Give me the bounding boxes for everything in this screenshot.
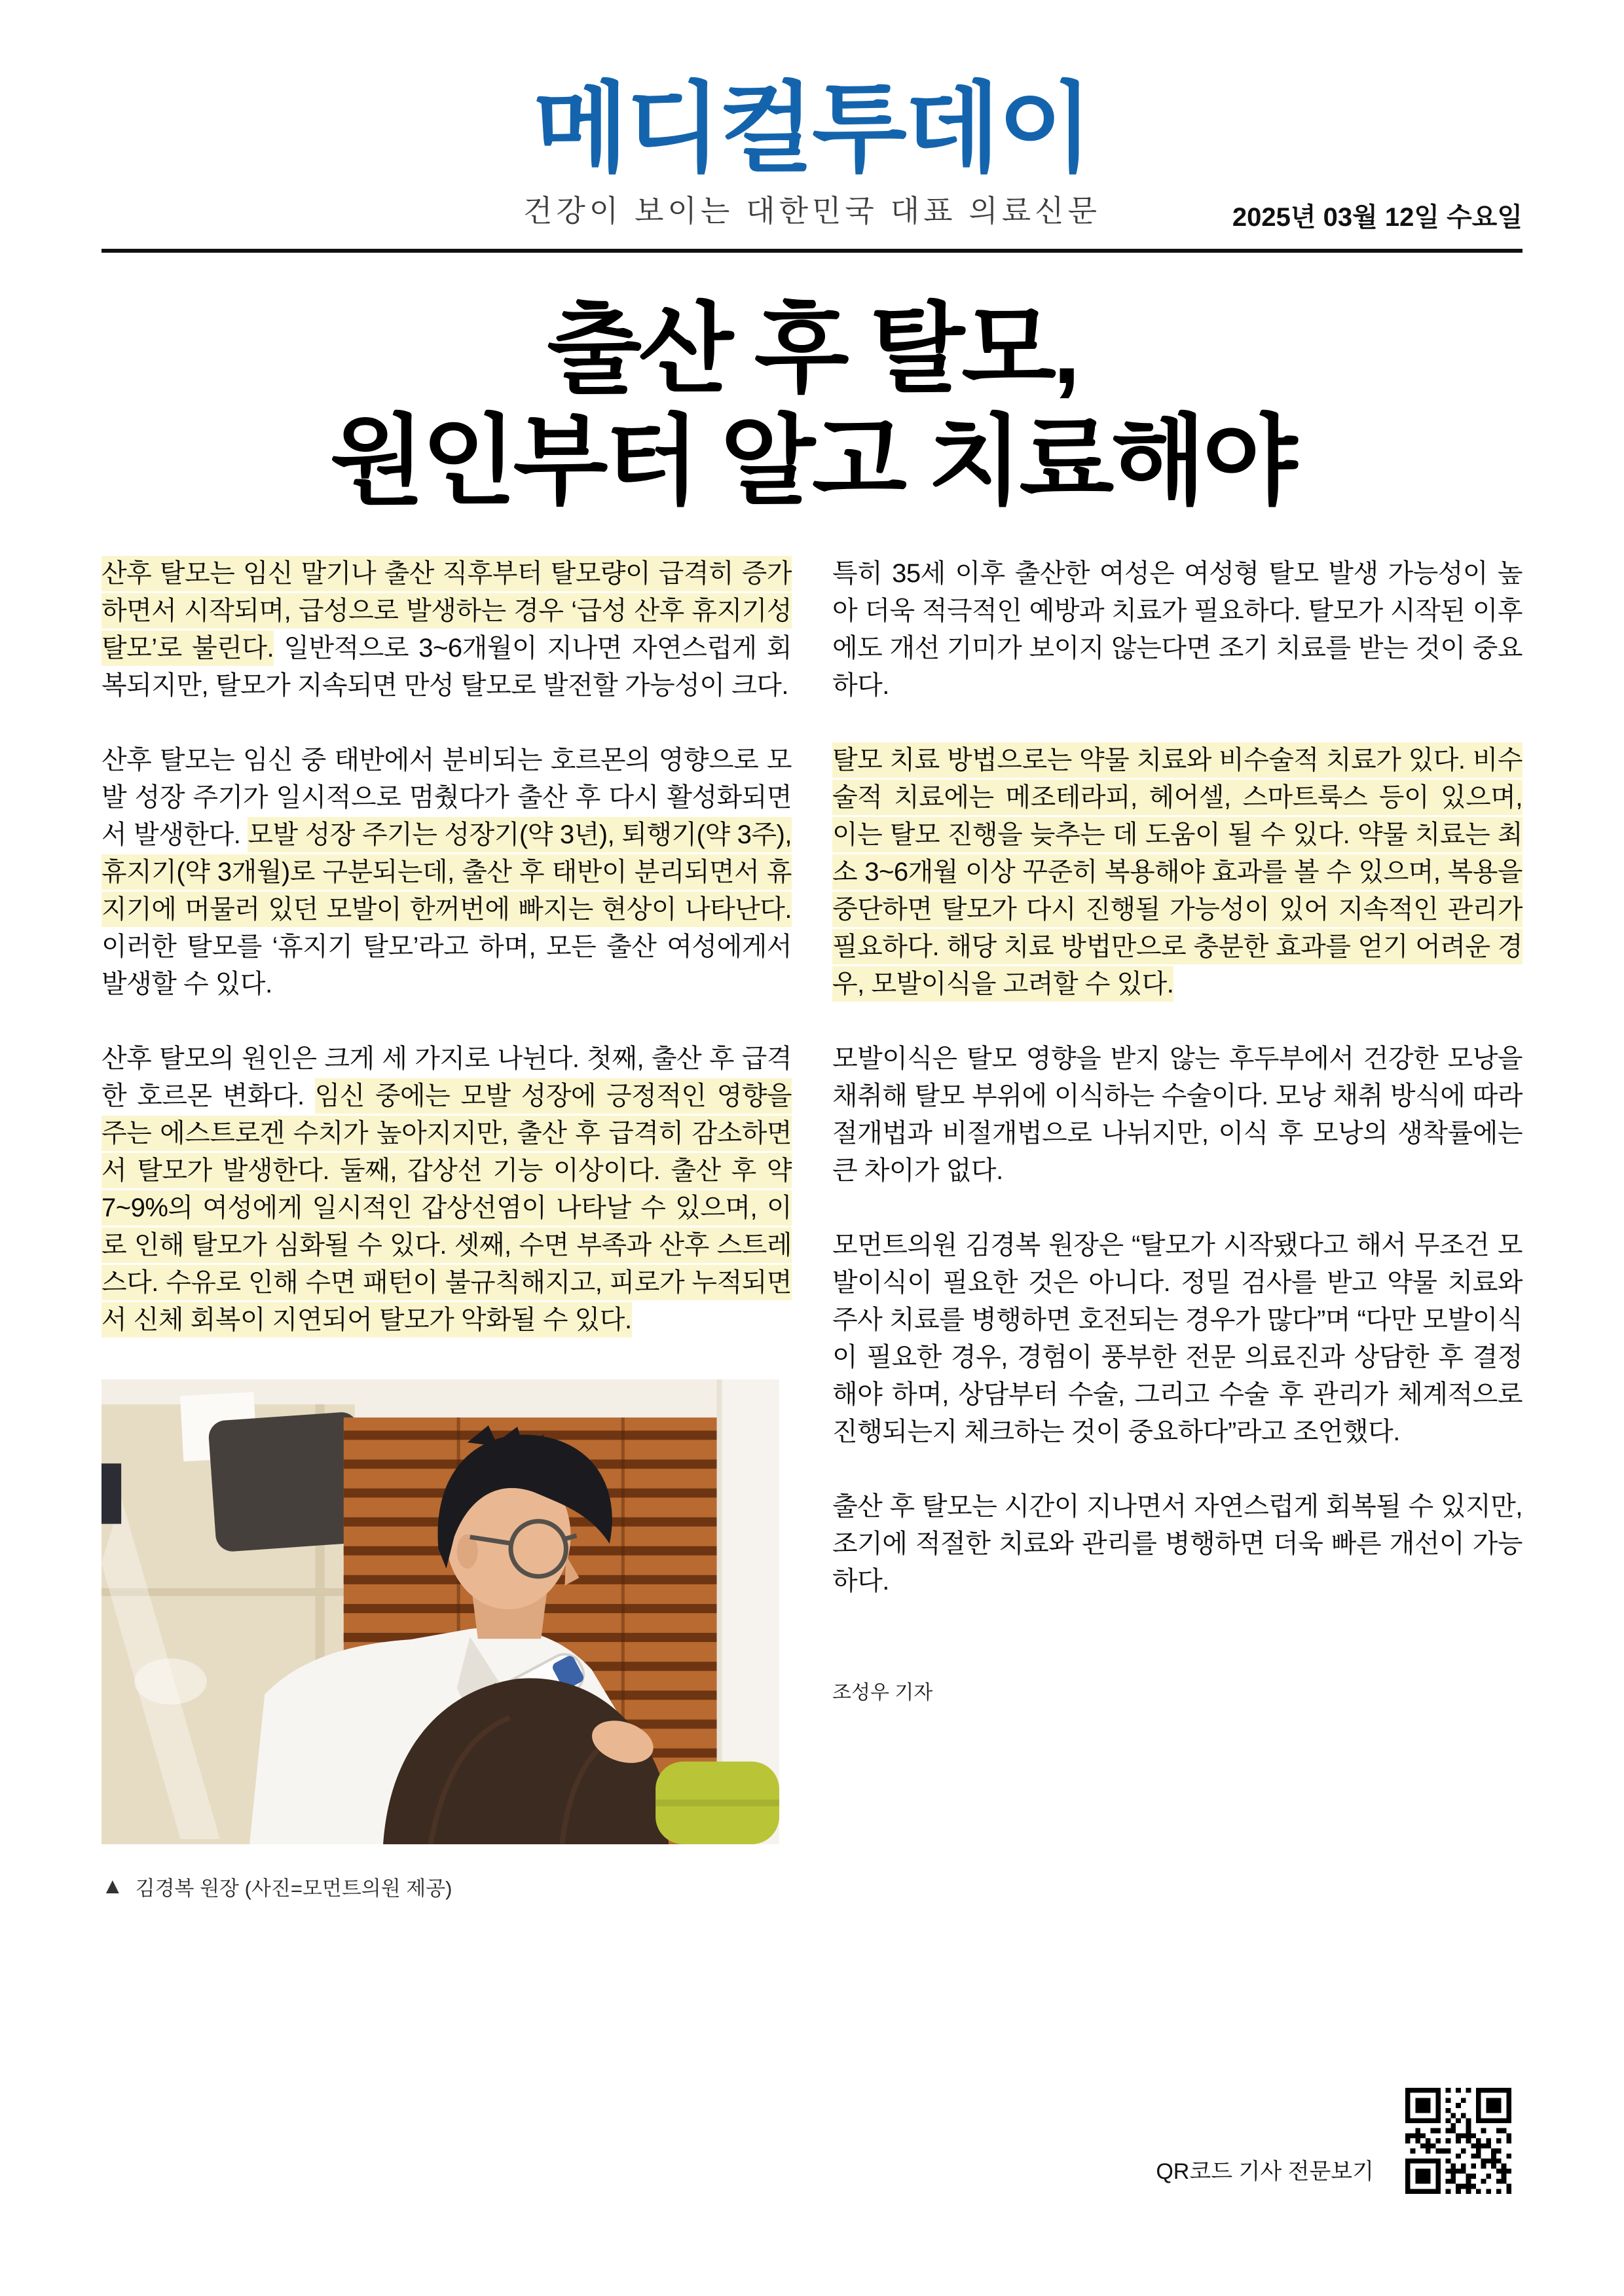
masthead — [101, 0, 1522, 230]
masthead-divider — [101, 249, 1522, 253]
right-column — [832, 555, 1522, 1901]
body-text: 산후 탈모는 임신 중 태반에서 분비되는 호르몬의 영향으로 모발 성장 주기가 일시적으로 멈췄다가 출산 후 다시 활성화되면서 발생한다. — [101, 745, 792, 849]
article-paragraph — [832, 1040, 1522, 1190]
qr-label: QR코드 기사 전문보기 — [1156, 2159, 1374, 2184]
article-photo — [101, 1379, 779, 1844]
highlighted-text: 산후 탈모는 임신 말기나 출산 직후부터 탈모량이 급격히 증가하면서 시작되며, 급성으로 발생하는 경우 ‘급성 산후 휴지기성 탈모’로 불린다. — [101, 556, 792, 666]
article-paragraph — [101, 1040, 792, 1339]
highlighted-text: 모발 성장 주기는 성장기(약 3년), 퇴행기(약 3주), 휴지기(약 3개월)로 구분되는데, 출산 후 태반이 분리되면서 휴지기에 머물러 있던 모발이 한꺼번에 빠지는 현상이 나타난다. — [101, 817, 792, 927]
highlighted-text: 탈모 치료 방법으로는 약물 치료와 비수술적 치료가 있다. 비수술적 치료에는 메조테라피, 헤어셀, 스마트룩스 등이 있으며, 이는 탈모 진행을 늦추는 데 도움이 될 수 있다. 약물 치료는 최소 3~6개월 이상 꾸준히 복용해야 효과를 볼 수 있으며, 복용을 중단하면 탈모가 다시 진행될 가능성이 있어 지속적인 관리가 필요하다. 해당 치료 방법만으로 충분한 효과를 얻기 어려운 경우, 모발이식을 고려할 수 있다. — [832, 742, 1522, 1002]
article-paragraph — [832, 555, 1522, 704]
body-text: 모먼트의원 김경복 원장은 “탈모가 시작됐다고 해서 무조건 모발이식이 필요한 것은 아니다. 정밀 검사를 받고 약물 치료와 주사 치료를 병행하면 호전되는 경우가 많다”며 “다만 모발이식이 필요한 경우, 경험이 풍부한 전문 의료진과 상담한 후 결정해야 하며, 상담부터 수술, 그리고 수술 후 관리가 체계적으로 진행되는지 체크하는 것이 중요하다”라고 조언했다. — [832, 1230, 1522, 1446]
article-paragraph — [101, 555, 792, 704]
body-text: 일반적으로 3~6개월이 지나면 자연스럽게 회복되지만, 탈모가 지속되면 만성 탈모로 발전할 가능성이 크다. — [101, 633, 792, 700]
highlighted-text: 임신 중에는 모발 성장에 긍정적인 영향을 주는 에스트로겐 수치가 높아지지만, 출산 후 급격히 감소하면서 탈모가 발생한다. 둘째, 갑상선 기능 이상이다. 출산 후 약 7~9%의 여성에게 일시적인 갑상선염이 나타날 수 있으며, 이로 인해 탈모가 심화될 수 있다. 셋째, 수면 부족과 산후 스트레스다. 수유로 인해 수면 패턴이 불규칙해지고, 피로가 누적되면서 신체 회복이 지연되어 탈모가 악화될 수 있다. — [101, 1078, 792, 1338]
body-text: 모발이식은 탈모 영향을 받지 않는 후두부에서 건강한 모낭을 채취해 탈모 부위에 이식하는 수술이다. 모낭 채취 방식에 따라 절개법과 비절개법으로 나뉘지만, 이식 후 모낭의 생착률에는 큰 차이가 없다. — [832, 1044, 1522, 1185]
publication-logo: 메디컬투데이 — [533, 73, 1091, 183]
article-paragraph — [101, 742, 792, 1003]
article-body — [101, 555, 1522, 1901]
headline-line-2: 원인부터 알고 치료해야 — [329, 405, 1295, 516]
article-headline — [101, 293, 1522, 517]
article-paragraph — [832, 1227, 1522, 1451]
body-text: 특히 35세 이후 출산한 여성은 여성형 탈모 발생 가능성이 높아 더욱 적극적인 예방과 치료가 필요하다. 탈모가 시작된 이후에도 개선 기미가 보이지 않는다면 조기 치료를 받는 것이 중요하다. — [832, 558, 1522, 700]
caption-text: 김경복 원장 (사진=모먼트의원 제공) — [135, 1876, 452, 1900]
caption-triangle-icon: ▲ — [101, 1874, 124, 1899]
photo-caption — [101, 1872, 792, 1901]
body-text: 출산 후 탈모는 시간이 지나면서 자연스럽게 회복될 수 있지만, 조기에 적절한 치료와 관리를 병행하면 더욱 빠른 개선이 가능하다. — [832, 1491, 1522, 1595]
left-column — [101, 555, 792, 1901]
qr-code — [1405, 2087, 1511, 2195]
reporter-byline: 조성우 기자 — [832, 1681, 933, 1704]
article-paragraph — [832, 1488, 1522, 1600]
article-paragraph — [832, 742, 1522, 1003]
headline-line-1: 출산 후 탈모, — [547, 293, 1077, 404]
body-text: 이러한 탈모를 ‘휴지기 탈모’라고 하며, 모든 출산 여성에게서 발생할 수 있다. — [101, 932, 792, 998]
doctor-scalp-exam-photo — [101, 1379, 779, 1844]
right-column-text — [832, 555, 1522, 1600]
left-column-text — [101, 555, 792, 1339]
qr-footer — [1156, 2087, 1511, 2195]
publication-tagline: 건강이 보이는 대한민국 대표 의료신문 — [523, 193, 1101, 228]
qr-code-icon — [1405, 2087, 1511, 2195]
issue-date: 2025년 03월 12일 수요일 — [1232, 203, 1522, 232]
body-text: 산후 탈모의 원인은 크게 세 가지로 나뉜다. 첫째, 출산 후 급격한 호르몬 변화다. — [101, 1044, 792, 1110]
